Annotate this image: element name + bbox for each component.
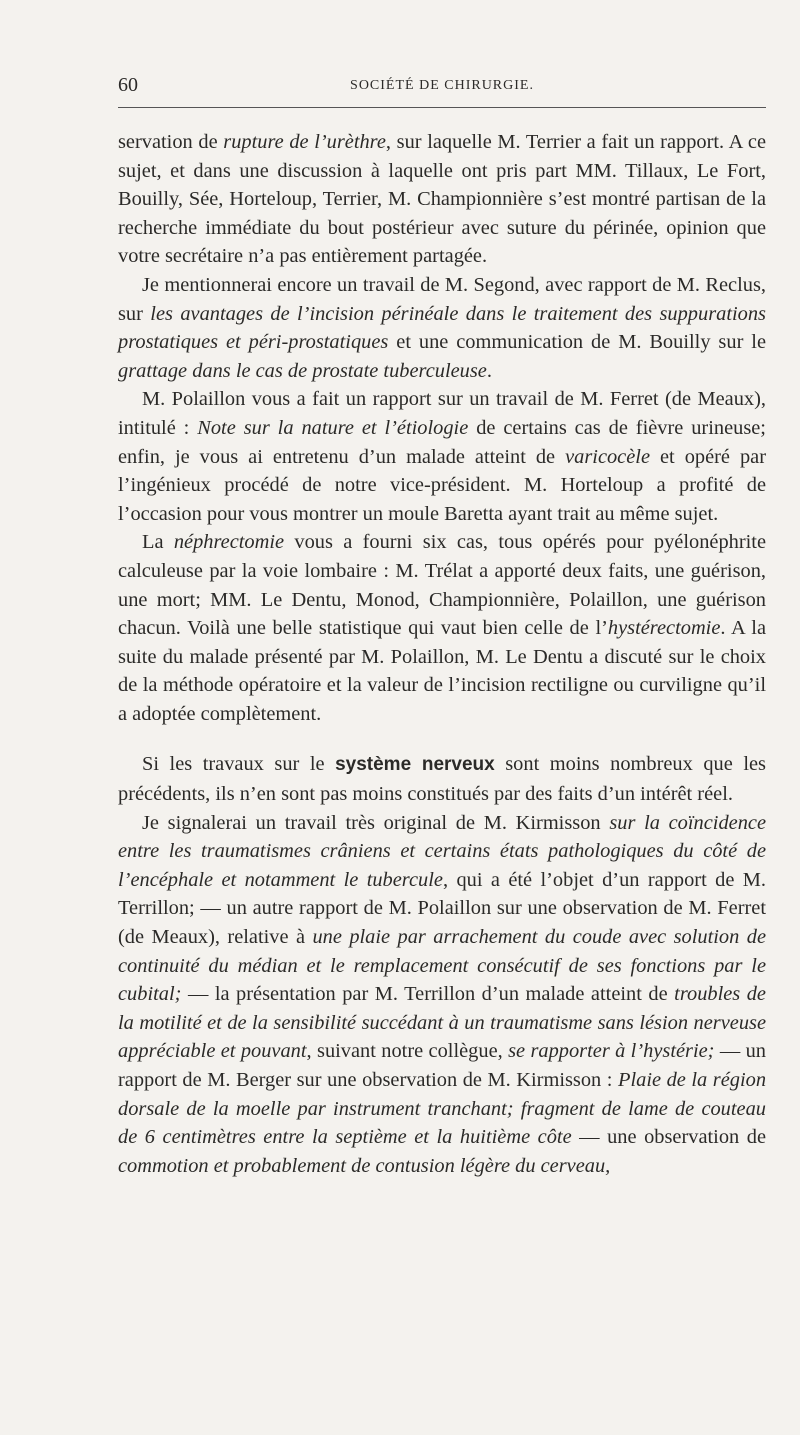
page-header <box>118 72 766 102</box>
text-run: Je mentionnerai encore un travail de M. Segond, avec rapport de M. Reclus, sur <box>118 273 766 325</box>
text-run: Je signalerai un travail très original de M. Kirmisson <box>142 811 610 834</box>
bold-run: système nerveux <box>335 754 495 776</box>
italic-run: sur la coïncidence entre les traumatismes crâniens et certains états pathologiques du côté de l’encéphale et notamment le tubercule <box>118 811 766 891</box>
text-run: sont moins nombreux que les précédents, ils n’en sont pas moins constitués par des faits d’un intérêt réel. <box>118 753 766 806</box>
text-run: et une communication de M. Bouilly sur le <box>388 331 766 354</box>
text-run: — la présentation par M. Terrillon d’un malade atteint de <box>181 983 675 1006</box>
text-run: , sur laquelle M. Terrier a fait un rapport. A ce sujet, et dans une discussion à laquelle ont pris part MM. Tillaux, Le Fort, Bouilly, Sée, Horteloup, Terrier, M. Championnière s’est montré partisan de la recherche immédiate du bout postérieur avec suture du périnée, opinion que votre secrétaire n’a pas entièrement partagée. <box>118 131 766 268</box>
italic-run: commotion et probablement de contusion légère du cerveau, <box>118 1154 611 1177</box>
paragraph-5 <box>118 750 766 808</box>
text-run: de certains cas de fièvre urineuse; enfin, je vous ai entretenu d’un malade atteint de <box>118 416 766 468</box>
text-run: vous a fourni six cas, tous opérés pour pyélonéphrite calculeuse par la voie lombaire : M. Trélat a apporté deux faits, une guérison, une mort; MM. Le Dentu, Monod, Championnière, Polaillon, une guérison chacun. Voilà une belle statistique qui vaut bien celle de l’ <box>118 531 767 640</box>
text-run: La <box>142 531 174 554</box>
italic-run: grattage dans le cas de prostate tuberculeuse <box>118 359 487 382</box>
paragraph-6 <box>118 809 766 1181</box>
italic-run: Plaie de la région dorsale de la moelle par instrument tranchant; fragment de lame de couteau de 6 centimètres entre la septième et la huitième côte <box>118 1069 767 1149</box>
text-run: M. Polaillon vous a fait un rapport sur un travail de M. Ferret (de Meaux), intitulé : <box>118 388 766 439</box>
paragraph-1 <box>118 128 766 271</box>
italic-run: les avantages de l’incision périnéale dans le traitement des suppurations prostatiques et péri-prostatiques <box>118 302 766 354</box>
italic-run: une plaie par arrachement du coude avec solution de continuité du médian et le remplacement consécutif de ses fonctions par le cubital; <box>118 926 766 1006</box>
italic-run: hystérectomie <box>607 617 721 640</box>
text-run: , qui a été l’objet d’un rapport de M. Terrillon; — un autre rapport de M. Polaillon sur une observation de M. Ferret (de Meaux), relative à <box>118 868 766 949</box>
text-run: — un rapport de M. Berger sur une observation de M. Kirmisson : <box>118 1040 767 1091</box>
body-text <box>118 128 766 1180</box>
paragraph-3 <box>118 385 766 528</box>
text-run: , suivant notre collègue, <box>306 1040 509 1063</box>
italic-run: varicocèle <box>565 445 651 468</box>
text-run: . <box>486 359 492 382</box>
text-run: servation de <box>118 131 224 153</box>
italic-run: troubles de la motilité et de la sensibilité succédant à un traumatisme sans lésion nerveuse appréciable et pouvant <box>118 983 766 1063</box>
running-title: SOCIÉTÉ DE CHIRURGIE. <box>350 78 534 93</box>
page-number: 60 <box>118 74 138 96</box>
text-run: et opéré par l’ingénieux procédé de notre vice-président. M. Horteloup a profité de l’occasion pour vous montrer un moule Baretta ayant trait au même sujet. <box>118 445 766 525</box>
text-run: — une observation de <box>571 1126 766 1149</box>
italic-run: rupture de l’urèthre <box>223 131 386 153</box>
text-run: Si les travaux sur le <box>142 753 336 776</box>
italic-run: néphrectomie <box>173 531 285 554</box>
paragraph-2 <box>118 271 766 385</box>
header-rule <box>118 107 766 108</box>
italic-run: se rapporter à l’hystérie; <box>508 1040 715 1063</box>
italic-run: Note sur la nature et l’étiologie <box>197 416 469 439</box>
text-run: . A la suite du malade présenté par M. Polaillon, M. Le Dentu a discuté sur le choix de la méthode opératoire et la valeur de l’incision rectiligne ou curviligne qu’il a adoptée complètement. <box>118 617 766 725</box>
paragraph-4 <box>118 528 766 728</box>
